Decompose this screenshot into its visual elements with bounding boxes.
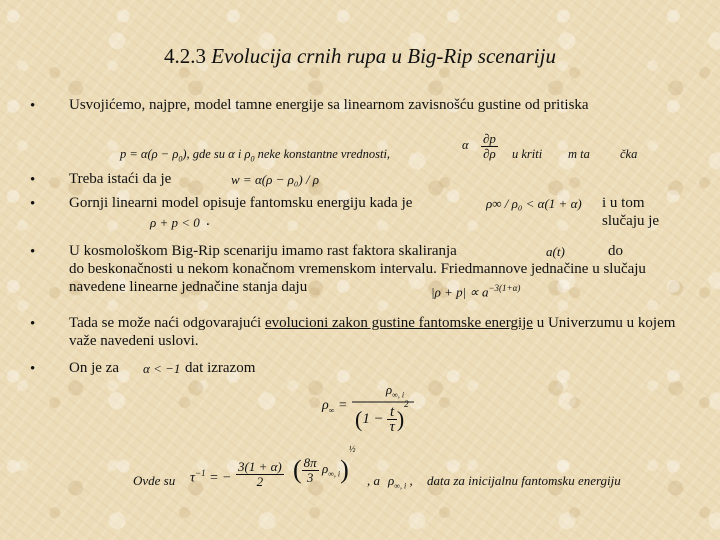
bullet-marker: • bbox=[30, 361, 36, 377]
bullet-marker: • bbox=[30, 98, 36, 114]
formula-phantom-condition: ρ∞ / ρ₀ < α(1 + α) bbox=[486, 196, 582, 211]
title-number: 4.2.3 bbox=[164, 44, 207, 68]
bullet-1-text: Usvojićemo, najpre, model tamne energije sa linearnom zavisnošću gustine od pritiska bbox=[69, 97, 589, 113]
formula-w: w = α(ρ − ρ₀) / ρ bbox=[231, 172, 320, 187]
formula-a-of-t: a(t) bbox=[546, 244, 565, 259]
formula-rho-denominator: (1 − $\frac{t}{\tau}$ )$^2$ bbox=[355, 398, 409, 435]
formula-proportional: $|\rho + p| \propto a^{-3(1+\alpha)}$ bbox=[431, 283, 521, 300]
evolution-law-link: evolucioni zakon gustine fantomske energije bbox=[264, 315, 533, 331]
bullet-3-text-b: i u tom slučaju je bbox=[602, 195, 660, 229]
bullet-4-text-a: U kosmološkom Big-Rip scenariju imamo rast faktora skaliranja bbox=[69, 243, 457, 259]
slide-title bbox=[0, 44, 720, 69]
bullet-4-text-b: do beskonačnosti u nekom konačnom vremenskom intervalu. Friedmannove jednačine u slučaju navedene linearne jednačine stanja daju bbox=[69, 261, 646, 295]
title-text: Evolucija crnih rupa u Big-Rip scenariju bbox=[211, 44, 556, 68]
formula-neg-condition: ρ + p < 0 bbox=[150, 215, 200, 230]
footer-fraction-1: $\frac{3(1 + \alpha)}{2}$ bbox=[238, 459, 282, 489]
bullet-2-text: Treba istaći da je bbox=[69, 171, 172, 187]
bullet-4-text-b-do: do bbox=[608, 243, 623, 259]
formula-rho-numerator: $\rho_{\infty, i}$ bbox=[385, 382, 405, 400]
footer-tau: $\tau^{-1}$ = − bbox=[190, 468, 232, 486]
bullet-6-text-b: dat izrazom bbox=[185, 360, 256, 376]
period: . bbox=[206, 213, 210, 229]
footer-and: , a bbox=[367, 473, 380, 488]
formula-linear-eos: $p = \alpha(\rho - \rho_0)$, gde su α i $\rho_0$ neke konstantne vrednosti, bbox=[120, 147, 391, 164]
formula-rho-lhs: $\rho_\infty$ = bbox=[322, 398, 348, 415]
footer-fraction-2: ( $\frac{8\pi}{3}$ $\rho_{\infty, i})^{\frac{1}{2}}$ bbox=[293, 443, 356, 485]
footer-lead: Ovde su bbox=[133, 473, 176, 488]
formula-alpha-cond: α < −1 bbox=[143, 361, 181, 376]
bullet-3-text-a: Gornji linearni model opisuje fantomsku energiju kada je bbox=[69, 195, 413, 211]
bullet-5-text: Tada se može naći odgovarajući evolucioni zakon gustine fantomske energije u Univerzumu u kojem važe navedeni uslovi. bbox=[69, 315, 676, 349]
footer-rho: $\rho_{\infty, i}$ , bbox=[388, 473, 413, 491]
footer-tail: data za inicijalnu fantomsku energiju bbox=[427, 473, 621, 488]
bullet-marker: • bbox=[30, 196, 36, 212]
formula-critical-text-2: m ta bbox=[568, 147, 590, 161]
formula-derivative: $\frac{\partial p}{\partial\rho}$ bbox=[483, 131, 496, 161]
formula-critical-text: u kriti bbox=[512, 147, 543, 161]
bullet-marker: • bbox=[30, 316, 36, 332]
formula-critical-text-3: čka bbox=[620, 147, 638, 161]
bullet-6-text-a: On je za bbox=[69, 360, 119, 376]
formula-alpha: α bbox=[462, 138, 469, 152]
bullet-marker: • bbox=[30, 172, 36, 188]
bullet-marker: • bbox=[30, 244, 36, 260]
